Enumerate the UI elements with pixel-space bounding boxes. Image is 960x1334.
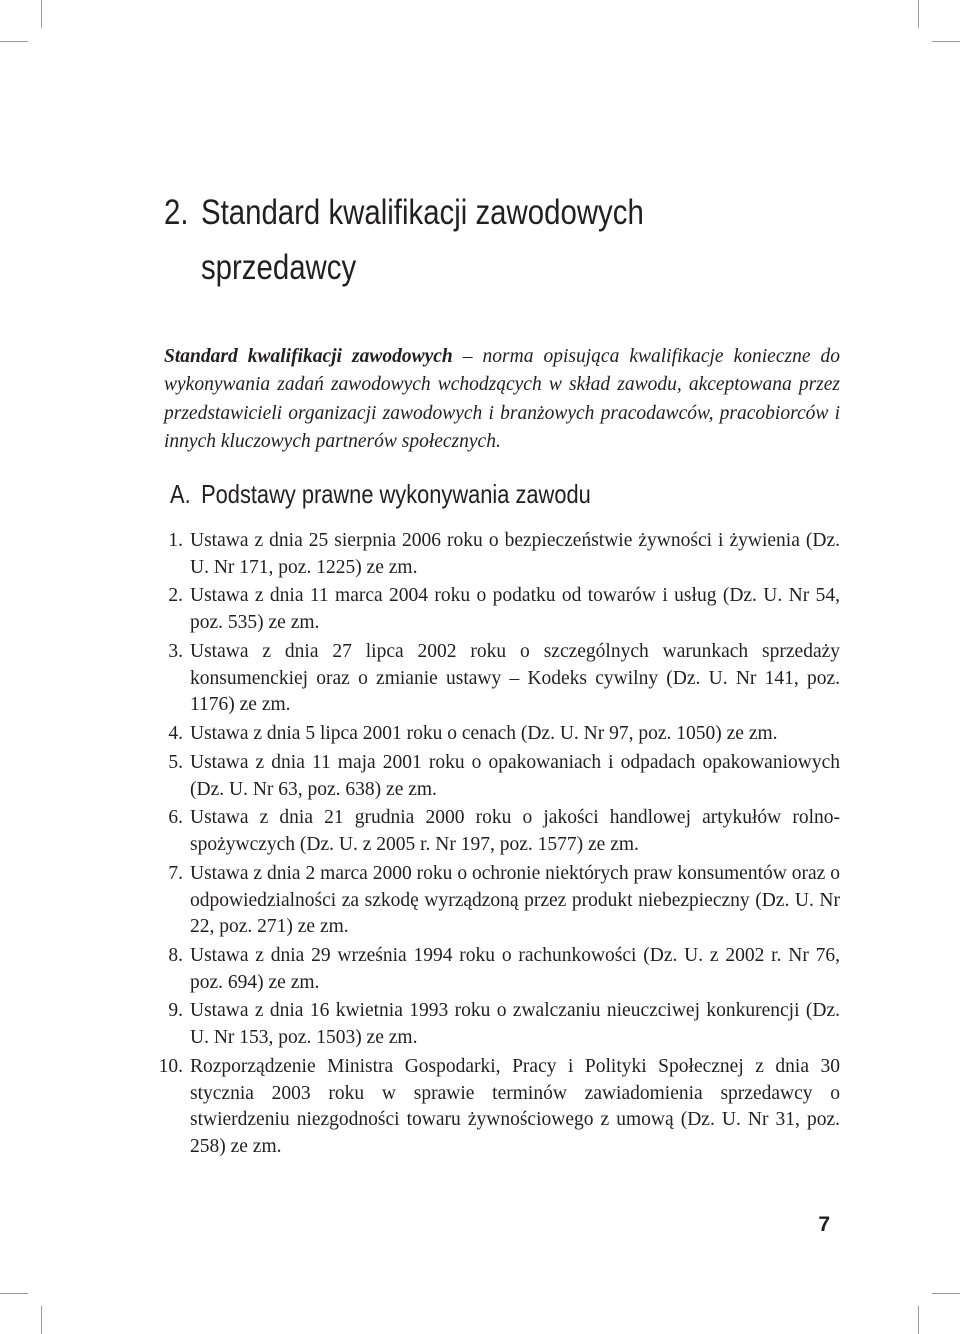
chapter-heading: [164, 185, 735, 295]
list-item: [150, 861, 840, 941]
list-item-number: 3.: [168, 640, 183, 662]
list-item: [150, 1054, 840, 1160]
crop-mark-top-right-horizontal: [932, 41, 960, 42]
list-item-number: 10.: [158, 1055, 183, 1077]
list-item-text: Ustawa z dnia 25 sierpnia 2006 roku o bezpieczeństwie żywności i żywienia (Dz. U. Nr 171, poz. 1225) ze zm.: [190, 530, 840, 578]
chapter-title-line-2: sprzedawcy: [200, 248, 357, 287]
list-item-number: 7.: [168, 862, 183, 884]
crop-mark-top-left-horizontal: [0, 41, 28, 42]
crop-mark-bottom-left-horizontal: [0, 1293, 28, 1294]
list-item: [150, 998, 840, 1051]
list-item-number: 6.: [168, 807, 183, 829]
list-item-number: 2.: [168, 585, 183, 607]
list-item-number: 4.: [168, 723, 183, 745]
section-letter: A.: [170, 479, 191, 509]
list-item: [150, 639, 840, 719]
legal-basis-list: [150, 528, 840, 1163]
section-title: Podstawy prawne wykonywania zawodu: [201, 479, 591, 509]
list-item-text: Ustawa z dnia 21 grudnia 2000 roku o jakości handlowej artykułów rolno-spożywczych (Dz. U. z 2005 r. Nr 197, poz. 1577) ze zm.: [190, 807, 840, 856]
crop-mark-top-left-vertical: [41, 0, 42, 28]
page-number: 7: [818, 1213, 830, 1236]
list-item-text: Rozporządzenie Ministra Gospodarki, Pracy i Polityki Społecznej z dnia 30 stycznia 2003 roku w sprawie terminów zawiadomienia sprzedawcy o stwierdzeniu niezgodności towaru żywnościowego z umową (Dz. U. Nr 31, poz. 258) ze zm.: [190, 1055, 840, 1157]
chapter-number: 2.: [164, 193, 189, 232]
list-item-text: Ustawa z dnia 29 września 1994 roku o rachunkowości (Dz. U. z 2002 r. Nr 76, poz. 694) ze zm.: [190, 944, 840, 993]
section-heading: [170, 476, 591, 512]
definition-paragraph: [164, 343, 840, 456]
list-item: [150, 583, 840, 636]
list-item-text: Ustawa z dnia 11 maja 2001 roku o opakowaniach i odpadach opakowaniowych (Dz. U. Nr 63, poz. 638) ze zm.: [190, 751, 840, 800]
list-item-number: 9.: [168, 1000, 183, 1022]
definition-term: Standard kwalifikacji zawodowych: [164, 346, 453, 367]
list-item-number: 8.: [168, 944, 183, 966]
list-item-number: 5.: [168, 751, 183, 773]
list-item: [150, 943, 840, 996]
definition-text: – norma opisująca kwalifikacje konieczne do wykonywania zadań zawodowych wchodzących w skład zawodu, akceptowana przez przedstawicieli organizacji zawodowych i branżowych pracodawców, pracobiorców i innych kluczowych partnerów społecznych.: [164, 346, 840, 452]
list-item-text: Ustawa z dnia 11 marca 2004 roku o podatku od towarów i usług (Dz. U. Nr 54, poz. 535) ze zm.: [190, 585, 840, 634]
crop-mark-bottom-right-vertical: [918, 1306, 919, 1334]
list-item: [150, 721, 840, 748]
list-item-number: 1.: [168, 530, 183, 551]
crop-mark-bottom-right-horizontal: [932, 1293, 960, 1294]
list-item-text: Ustawa z dnia 27 lipca 2002 roku o szczególnych warunkach sprzedaży konsumenckiej oraz o zmianie ustawy – Kodeks cywilny (Dz. U. Nr 141, poz. 1176) ze zm.: [190, 640, 840, 716]
list-item: [150, 750, 840, 803]
chapter-title-line-1: Standard kwalifikacji zawodowych: [200, 193, 644, 232]
list-item: [150, 805, 840, 858]
list-item-text: Ustawa z dnia 2 marca 2000 roku o ochronie niektórych praw konsumentów oraz o odpowiedzialności za szkodę wyrządzoną przez produkt niebezpieczny (Dz. U. Nr 22, poz. 271) ze zm.: [190, 862, 840, 938]
crop-mark-top-right-vertical: [918, 0, 919, 28]
crop-mark-bottom-left-vertical: [41, 1306, 42, 1334]
list-item-text: Ustawa z dnia 16 kwietnia 1993 roku o zwalczaniu nieuczciwej konkurencji (Dz. U. Nr 153, poz. 1503) ze zm.: [190, 1000, 840, 1049]
list-item: [150, 528, 840, 581]
list-item-text: Ustawa z dnia 5 lipca 2001 roku o cenach (Dz. U. Nr 97, poz. 1050) ze zm.: [190, 723, 778, 745]
